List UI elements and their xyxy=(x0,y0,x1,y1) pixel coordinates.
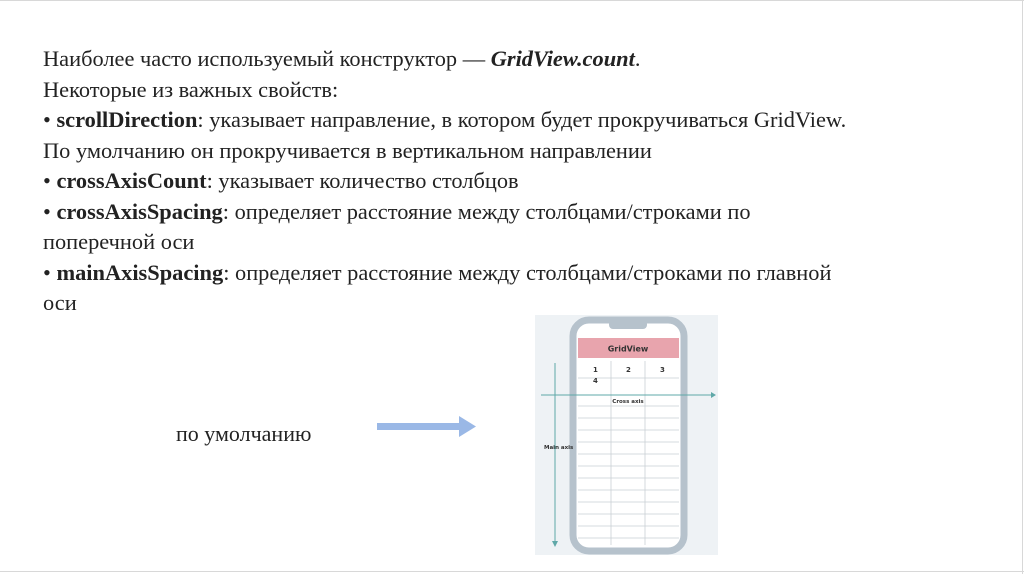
cell-1: 1 xyxy=(593,366,598,374)
slide-border-right xyxy=(1022,0,1023,574)
intro-line: Наиболее часто используемый конструктор — GridView.count. xyxy=(43,46,641,71)
bullet: • xyxy=(43,168,51,193)
default-caption: по умолчанию xyxy=(176,421,312,446)
slide-body-text xyxy=(43,44,1003,319)
cross-axis-arrowhead xyxy=(711,392,716,398)
gridview-header-label: GridView xyxy=(607,344,649,354)
property-cross-axis-spacing: • crossAxisSpacing: определяет расстояние между столбцами/строками по xyxy=(43,198,751,224)
slide-border-top xyxy=(0,0,1024,1)
cell-2: 2 xyxy=(626,366,631,374)
bullet: • xyxy=(43,107,51,132)
main-axis-label: Main axis xyxy=(544,445,574,451)
property-main-axis-spacing: • mainAxisSpacing: определяет расстояние между столбцами/строками по главной xyxy=(43,259,832,285)
property-cross-axis-count: • crossAxisCount: указывает количество столбцов xyxy=(43,168,519,193)
property-cross-axis-spacing-cont: поперечной оси xyxy=(43,229,195,254)
bullet: • xyxy=(43,259,51,285)
properties-heading: Некоторые из важных свойств: xyxy=(43,76,339,102)
property-scroll-direction-cont: По умолчанию он прокручивается в вертикальном направлении xyxy=(43,137,652,163)
gridview-diagram xyxy=(535,315,718,555)
cross-axis-label: Cross axis xyxy=(612,399,644,405)
slide-border-bottom xyxy=(0,571,1024,572)
property-main-axis-spacing-cont: оси xyxy=(43,290,77,315)
constructor-name: GridView.count xyxy=(490,46,635,71)
cell-4: 4 xyxy=(593,377,598,385)
main-axis-arrowhead xyxy=(552,541,558,547)
property-scroll-direction: • scrollDirection: указывает направление, в котором будет прокручиваться GridView. xyxy=(43,107,847,132)
phone-notch xyxy=(609,320,647,329)
bullet: • xyxy=(43,198,51,224)
right-arrow-icon xyxy=(376,414,478,440)
cell-3: 3 xyxy=(660,366,665,374)
